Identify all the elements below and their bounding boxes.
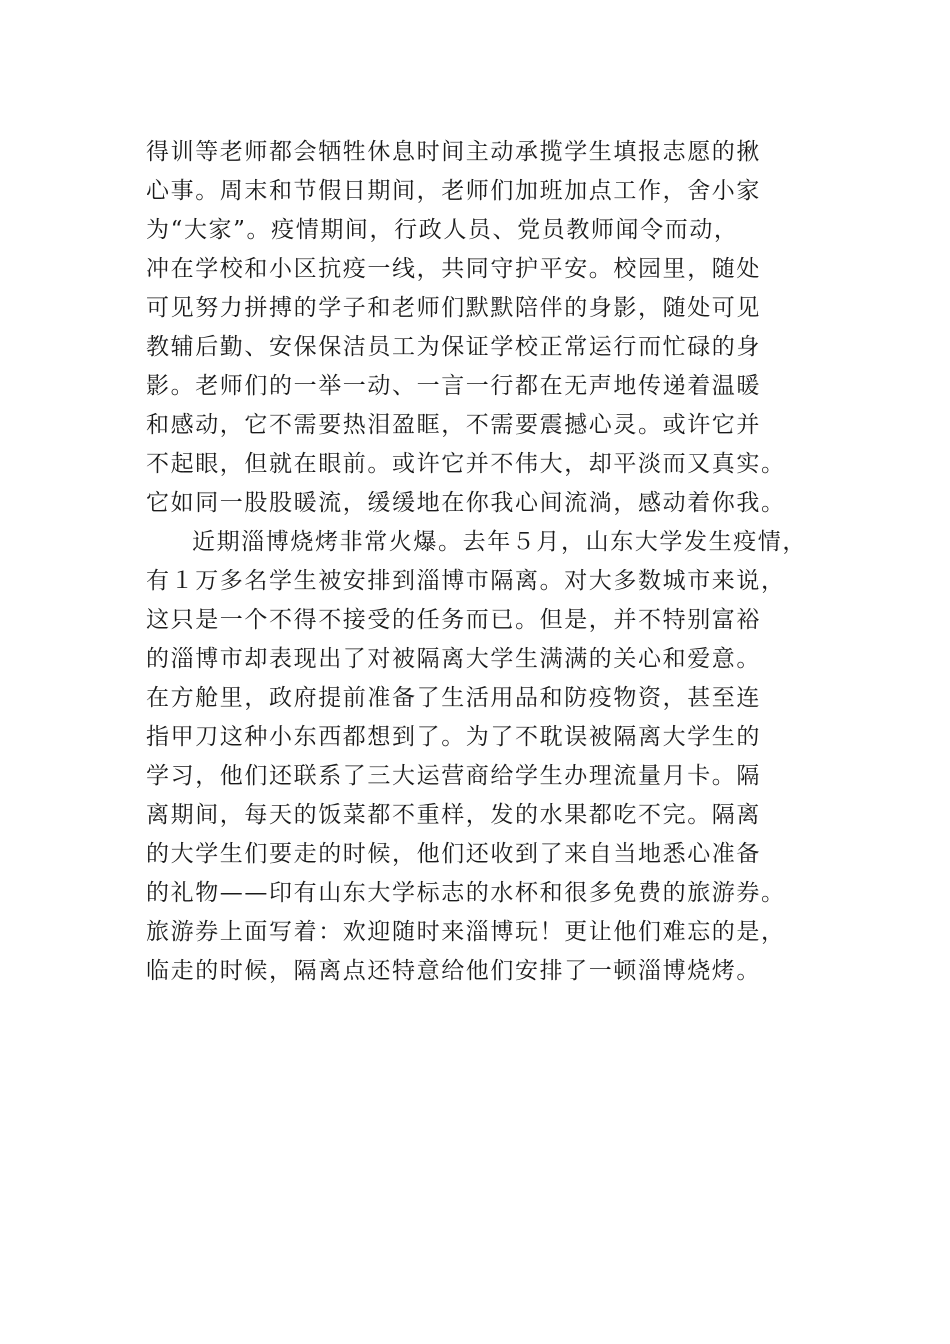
text-line: 影。老师们的一举一动、一言一行都在无声地传递着温暖 (146, 373, 761, 399)
text-line: 在方舱里，政府提前准备了生活用品和防疫物资，甚至连 (146, 685, 761, 711)
text-line: 的大学生们要走的时候，他们还收到了来自当地悉心准备 (146, 841, 761, 867)
text-line: 教辅后勤、安保保洁员工为保证学校正常运行而忙碌的身 (146, 334, 761, 360)
paragraph-2 (146, 523, 836, 991)
text-line: 离期间，每天的饭菜都不重样，发的水果都吃不完。隔离 (146, 802, 761, 828)
text-line: 学习，他们还联系了三大运营商给学生办理流量月卡。隔 (146, 763, 761, 789)
text-line: 指甲刀这种小东西都想到了。为了不耽误被隔离大学生的 (146, 724, 761, 750)
text-line: 冲在学校和小区抗疫一线，共同守护平安。校园里，随处 (146, 256, 761, 282)
text-line: 可见努力拼搏的学子和老师们默默陪伴的身影，随处可见 (146, 295, 761, 321)
text-line: 旅游券上面写着：欢迎随时来淄博玩！更让他们难忘的是， (146, 919, 786, 945)
paragraph-1 (146, 133, 836, 523)
text-line: 心事。周末和节假日期间，老师们加班加点工作，舍小家 (146, 178, 761, 204)
text-line: 它如同一股股暖流，缓缓地在你我心间流淌，感动着你我。 (146, 490, 786, 516)
text-line: 得训等老师都会牺牲休息时间主动承揽学生填报志愿的揪 (146, 139, 761, 165)
text-line: 和感动，它不需要热泪盈眶，不需要震撼心灵。或许它并 (146, 412, 761, 438)
text-line: 这只是一个不得不接受的任务而已。但是，并不特别富裕 (146, 607, 761, 633)
text-line: 不起眼，但就在眼前。或许它并不伟大，却平淡而又真实。 (146, 451, 786, 477)
text-line: 近期淄博烧烤非常火爆。去年５月，山东大学发生疫情， (192, 529, 807, 555)
text-line: 临走的时候，隔离点还特意给他们安排了一顿淄博烧烤。 (146, 958, 761, 984)
text-line: 为“大家”。疫情期间，行政人员、党员教师闻令而动， (146, 217, 739, 243)
text-line: 的淄博市却表现出了对被隔离大学生满满的关心和爱意。 (146, 646, 761, 672)
text-line: 有１万多名学生被安排到淄博市隔离。对大多数城市来说， (146, 568, 786, 594)
document-body (146, 133, 836, 991)
text-line: 的礼物——印有山东大学标志的水杯和很多免费的旅游券。 (146, 880, 786, 906)
